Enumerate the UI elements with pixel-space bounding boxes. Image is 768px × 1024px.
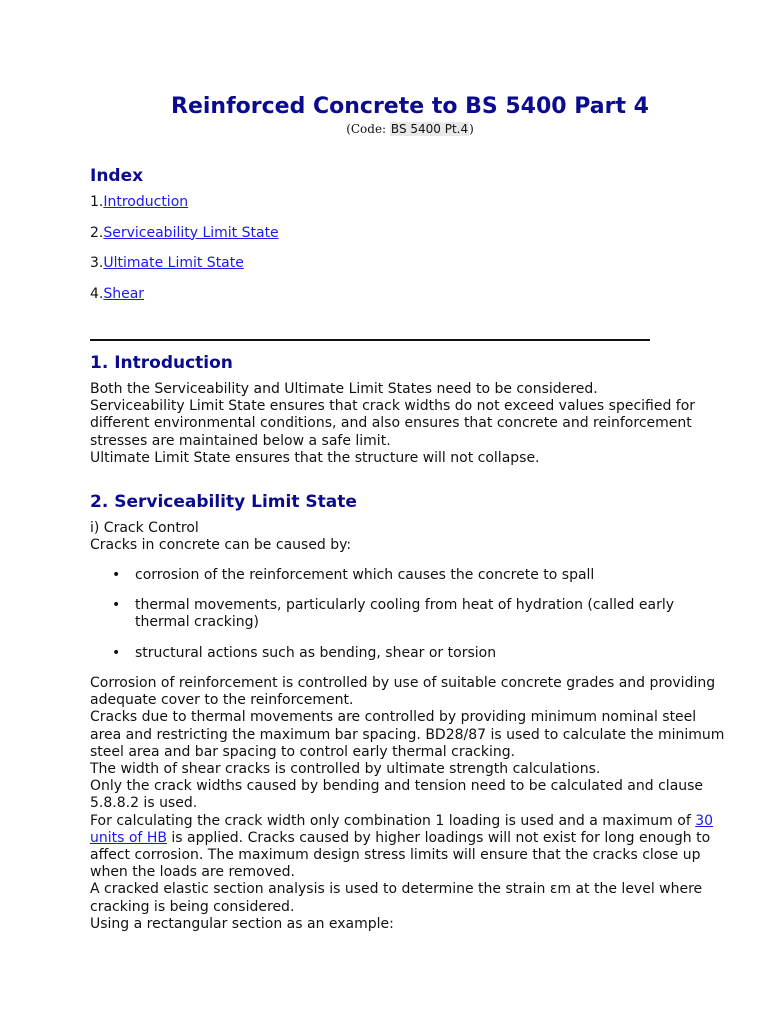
body-paragraph: Only the crack widths caused by bending and tension need to be calculated and clause 5.8.8.2 is used. [90, 778, 704, 812]
loading-paragraph [90, 813, 730, 882]
loading-text-after: is applied. Cracks caused by higher loadings will not exist for long enough to affect corrosion. The maximum design stress limits will ensure that the cracks close up when the loads are removed. [90, 829, 711, 881]
body-paragraph: Corrosion of reinforcement is controlled by use of suitable concrete grades and providing adequate cover to the reinforcement. [90, 675, 716, 709]
list-item-text: structural actions such as bending, shear or torsion [135, 644, 497, 661]
loading-text-before: For calculating the crack width only combination 1 loading is used and a maximum of [90, 812, 696, 829]
introduction-text [90, 381, 730, 467]
strain-paragraph [90, 881, 730, 915]
intro-line: Serviceability Limit State ensures that crack widths do not exceed values specified for different environmental conditions, and also ensures that concrete and reinforcement stresses are maintained below a safe limit. [90, 398, 696, 449]
code-prefix: (Code: [346, 122, 390, 136]
crack-control-subheading: i) Crack Control [90, 520, 199, 536]
serviceability-body [90, 675, 730, 933]
introduction-heading: 1. Introduction [90, 353, 233, 373]
list-item [90, 645, 730, 662]
page-title: Reinforced Concrete to BS 5400 Part 4 [171, 94, 649, 119]
strain-text-after: at the level where cracking is being considered. [90, 881, 703, 915]
list-item-text: thermal movements, particularly cooling from heat of hydration (called early thermal cracking) [135, 597, 675, 631]
index-link-shear[interactable]: Shear [103, 285, 145, 302]
strain-text-before: A cracked elastic section analysis is used to determine the strain [90, 881, 550, 898]
code-reference [90, 122, 730, 136]
bullet-icon: • [112, 644, 121, 661]
serviceability-heading: 2. Serviceability Limit State [90, 492, 357, 512]
index-heading: Index [90, 166, 144, 186]
index-number: 4. [90, 285, 104, 302]
index-number: 3. [90, 255, 104, 271]
list-item [90, 597, 730, 631]
crack-causes-intro: Cracks in concrete can be caused by: [90, 537, 352, 554]
index-link-serviceability[interactable]: Serviceability Limit State [103, 224, 279, 241]
index-item [90, 255, 279, 286]
index-item [90, 286, 279, 317]
list-item [90, 567, 730, 584]
code-suffix: ) [469, 122, 474, 136]
bullet-icon: • [112, 567, 121, 583]
index-number: 1. [90, 194, 104, 210]
index-link-introduction[interactable]: Introduction [103, 194, 189, 210]
index-number: 2. [90, 224, 104, 241]
intro-line: Both the Serviceability and Ultimate Limit States need to be considered. [90, 381, 598, 397]
list-item-text: corrosion of the reinforcement which causes the concrete to spall [135, 567, 595, 583]
strain-symbol: εm [549, 881, 572, 898]
crack-control-intro [90, 520, 730, 554]
example-paragraph: Using a rectangular section as an example: [90, 915, 394, 932]
body-paragraph: Cracks due to thermal movements are controlled by providing minimum nominal steel area and restricting the maximum bar spacing. BD28/87 is used to calculate the minimum steel area and bar spacing to control early thermal cracking. [90, 709, 725, 760]
horizontal-rule [90, 339, 650, 341]
crack-causes-list [90, 567, 730, 675]
hb-units-link[interactable]: 30 units of HB [90, 812, 714, 846]
index-link-ultimate[interactable]: Ultimate Limit State [103, 255, 244, 271]
code-value: BS 5400 Pt.4 [390, 122, 469, 136]
bullet-icon: • [112, 597, 121, 614]
index-item [90, 225, 279, 256]
intro-line: Ultimate Limit State ensures that the structure will not collapse. [90, 449, 540, 466]
body-paragraph: The width of shear cracks is controlled by ultimate strength calculations. [90, 761, 601, 778]
index-list [90, 194, 279, 316]
index-item [90, 194, 279, 225]
